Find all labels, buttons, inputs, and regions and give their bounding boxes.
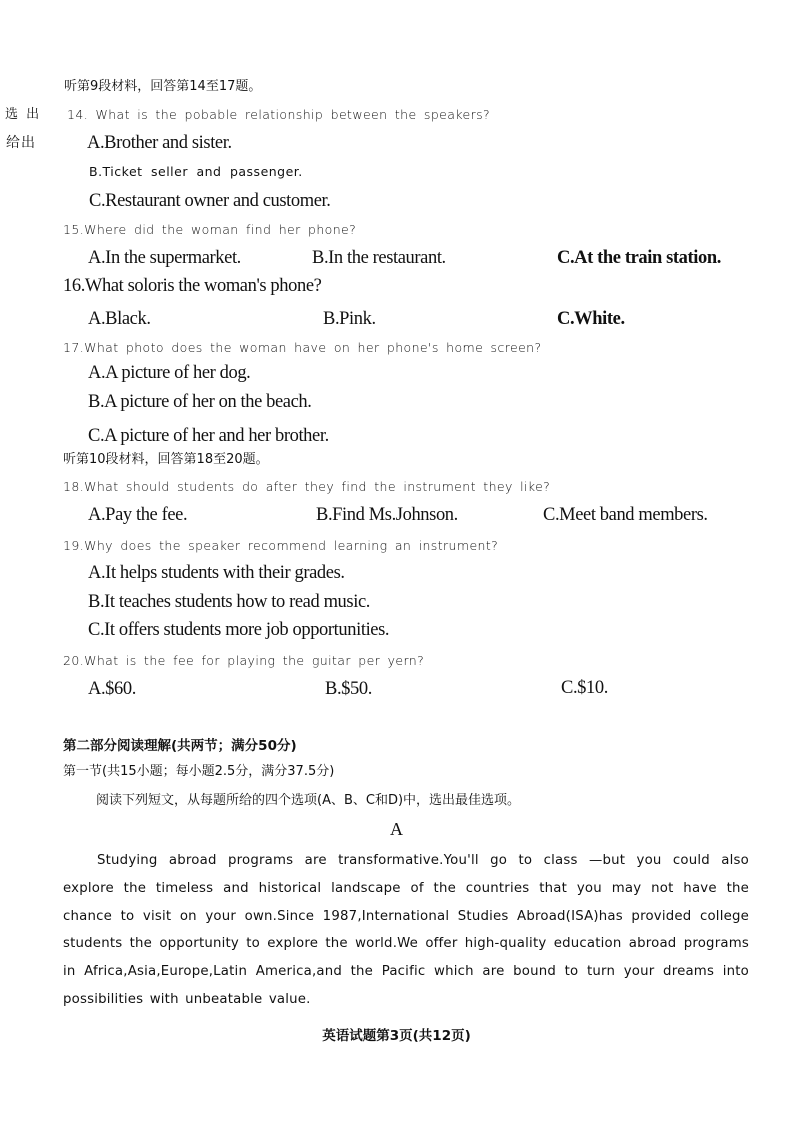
q20-option-a: A.$60. xyxy=(88,679,136,699)
q14-option-c: C.Restaurant owner and customer. xyxy=(89,191,331,211)
question-16: 16.What soloris the woman's phone? xyxy=(63,276,322,296)
q17-option-a: A.A picture of her dog. xyxy=(88,363,251,383)
q18-option-c: C.Meet band members. xyxy=(543,505,708,525)
q20-option-c: C.$10. xyxy=(561,678,608,698)
question-20: 20.What is the fee for playing the guitar per yern? xyxy=(63,653,425,668)
question-14: 14. What is the pobable relationship between the speakers? xyxy=(67,107,491,122)
question-19: 19.Why does the speaker recommend learning an instrument? xyxy=(63,538,499,553)
q18-option-b: B.Find Ms.Johnson. xyxy=(316,505,458,525)
margin-note-top: 选 出 xyxy=(5,107,42,122)
part2-title: 第二部分阅读理解(共两节；满分50分) xyxy=(63,738,297,754)
passage-a-text: Studying abroad programs are transformative.You'll go to class —but you could also explore the timeless and historical landscape of the countries that you may not have the chance to visit on your own.Since 1987,International Studies Abroad(ISA)has provided college students the opportunity to explore the world.We offer high-quality education abroad programs in Africa,Asia,Europe,Latin America,and the Pacific which are bound to turn your dreams into possibilities with unbeatable value. xyxy=(63,853,749,1007)
margin-note-bottom: 给出 xyxy=(6,135,36,151)
question-15: 15.Where did the woman find her phone? xyxy=(63,222,357,237)
passage-a xyxy=(63,847,749,1014)
q15-option-c: C.At the train station. xyxy=(557,248,721,268)
passage-letter: A xyxy=(390,819,403,839)
q18-option-a: A.Pay the fee. xyxy=(88,505,188,525)
q17-option-c: C.A picture of her and her brother. xyxy=(88,426,329,446)
q16-option-c: C.White. xyxy=(557,309,625,329)
q15-option-a: A.In the supermarket. xyxy=(88,248,241,268)
section-intro-9: 听第9段材料，回答第14至17题。 xyxy=(64,79,262,94)
q19-option-c: C.It offers students more job opportunities. xyxy=(88,620,390,640)
question-17: 17.What photo does the woman have on her phone's home screen? xyxy=(63,340,542,355)
q19-option-b: B.It teaches students how to read music. xyxy=(88,592,370,612)
section-intro-10: 听第10段材料，回答第18至20题。 xyxy=(63,452,269,467)
q19-option-a: A.It helps students with their grades. xyxy=(88,563,345,583)
q15-option-b: B.In the restaurant. xyxy=(312,248,446,268)
q16-option-b: B.Pink. xyxy=(323,309,376,329)
q17-option-b: B.A picture of her on the beach. xyxy=(88,392,312,412)
section1-instruction: 阅读下列短文，从每题所给的四个选项(A、B、C和D)中，选出最佳选项。 xyxy=(96,793,521,808)
q16-option-a: A.Black. xyxy=(88,309,151,329)
q14-option-a: A.Brother and sister. xyxy=(87,133,232,153)
section1-title: 第一节(共15小题；每小题2.5分，满分37.5分) xyxy=(63,764,335,779)
q20-option-b: B.$50. xyxy=(325,679,372,699)
question-18: 18.What should students do after they find the instrument they like? xyxy=(63,479,551,494)
page-footer: 英语试题第3页(共12页) xyxy=(322,1028,471,1044)
q14-option-b: B.Ticket seller and passenger. xyxy=(89,164,303,179)
